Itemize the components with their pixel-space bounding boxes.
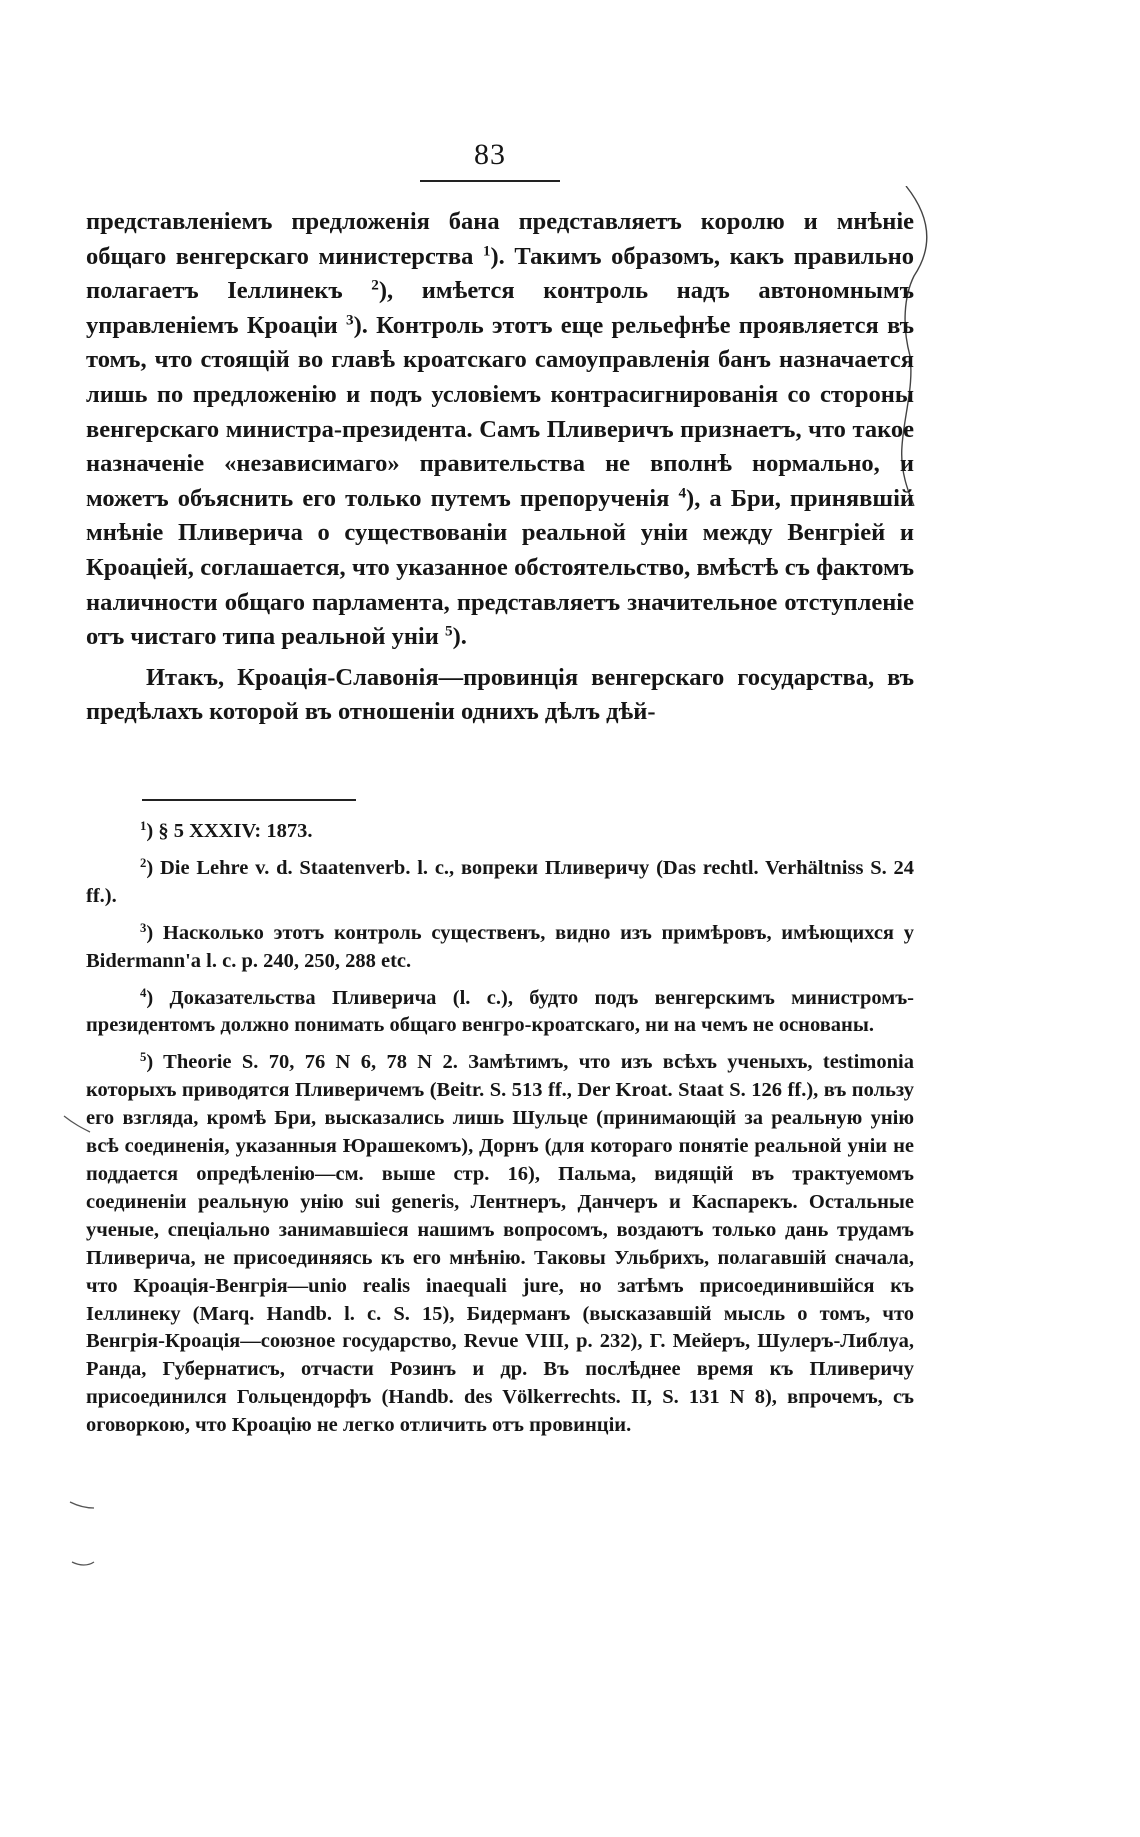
footnote-mark: 3 [140,920,147,935]
footnote-ref: 4 [678,484,687,502]
text-run: ). Такимъ образомъ, какъ правильно полагаетъ Іеллинекъ [86,242,914,305]
footnote-ref: 5 [444,622,453,640]
footnote-mark: 4 [140,985,147,1000]
text-run: Итакъ, Кроація-Славонія—провинція венгерскаго государства, въ предѣлахъ которой въ отношеніи однихъ дѣлъ дѣй- [86,663,914,726]
footnote-ref: 1 [482,242,491,260]
main-text [86,205,914,730]
footnote-2: $^2$) Die Lehre v. d. Staatenverb. l. c., вопреки Пливеричу (Das rechtl. Verhältniss S. 24 ff.). [86,855,914,907]
footnote-1: $^1$) § 5 XXXIV: 1873. [140,819,313,842]
text-run: ). Контроль этотъ еще рельефнѣе проявляется въ томъ, что стоящій во главѣ кроатскаго самоуправленія банъ назначается лишь по предложенію и подъ условіемъ контрасигнированія со стороны венгерскаго министра-президента. Самъ Пливеричъ признаетъ, что такое назначеніе «независимаго» правительства не вполнѣ нормально, и можетъ объяснить его только путемъ препорученія [86,311,914,512]
footnote-mark: 1 [140,819,147,834]
footnote-separator [142,799,356,801]
footnote-mark: 2 [140,855,147,870]
page-number-rule [420,180,560,182]
page-number: 83 [474,138,506,171]
footnote-text: § 5 XXXIV: 1873. [158,820,313,842]
footnote-3: $^3$) Насколько этотъ контроль существенъ, видно изъ примѣровъ, имѣющихся у Bidermann'a l. c. p. 240, 250, 288 etc. [86,920,914,972]
body-paragraph [86,205,914,655]
footnote-5: $^5$) Theorie S. 70, 76 N 6, 78 N 2. Замѣтимъ, что изъ всѣхъ ученыхъ, testimonia которыхъ приводятся Пливеричемъ (Beitr. S. 513 ff., Der Kroat. Staat S. 126 ff.), въ пользу его взгляда, кромѣ Бри, высказались лишь Шульце (принимающій за реальную унію всѣ соединенія, указанныя Юрашекомъ), Дорнъ (для котораго понятіе реальной уніи не поддается опредѣленію—см. выше стр. 16), Пальма, видящій въ трактуемомъ соединеніи реальную унію sui generis, Лентнеръ, Данчеръ и Каспарекъ. Остальные ученые, спеціально занимавшіеся нашимъ вопросомъ, воздаютъ только дань трудамъ Пливерича, не присоединяясь къ его мнѣнію. Таковы Ульбрихъ, полагавшій сначала, что Кроація-Венгрія—unio realis inaequali jure, но затѣмъ присоединившійся къ Іеллинеку (Marq. Handb. l. c. S. 15), Бидерманъ (высказавшій мысль о томъ, что Венгрія-Кроація—союзное государство, Revue VIII, p. 232), Г. Мейеръ, Шулеръ-Либлуа, Ранда, Губернатисъ, отчасти Розинъ и др. Въ послѣднее время къ Пливеричу присоединился Гольцендорфъ (Handb. des Völkerrechts. II, S. 131 N 8), впрочемъ, съ оговоркою, что Кроацію не легко отличить отъ провинціи. [86,1050,914,1437]
footnote-text: Die Lehre v. d. Staatenverb. l. c., вопреки Пливеричу (Das rechtl. Verhältniss S. 24 ff.). [86,856,914,907]
footnote-mark: 5 [140,1050,147,1065]
text-run: представленіемъ предложенія бана представляетъ королю и мнѣніе общаго венгерскаго министерства [86,208,914,270]
text-run: ), а Бри, принявшій мнѣніе Пливерича о существованіи реальной уніи между Венгріей и Кроаціей, соглашается, что указанное обстоятельство, вмѣстѣ съ фактомъ наличности общаго парламента, представляетъ значительное отступленіе отъ чистаго типа реальной уніи [86,484,914,651]
text-run: ). [452,623,467,651]
footnote-text: Доказательства Пливерича (l. c.), будто подъ венгерскимъ министромъ-президентомъ должно понимать общаго венгро-кроатскаго, ни на чемъ не основаны. [86,986,914,1037]
footnote-ref: 3 [346,311,354,329]
body-paragraph [86,661,914,730]
footnote-text: Theorie S. 70, 76 N 6, 78 N 2. Замѣтимъ, что изъ всѣхъ ученыхъ, testimonia которыхъ приводятся Пливеричемъ (Beitr. S. 513 ff., Der Kroat. Staat S. 126 ff.), въ пользу его взгляда, кромѣ Бри, высказались лишь Шульце (принимающій за реальную унію всѣ соединенія, указанныя Юрашекомъ), Дорнъ (для котораго понятіе реальной уніи не поддается опредѣленію—см. выше стр. 16), Пальма, видящій въ трактуемомъ соединеніи реальную унію sui generis, Лентнеръ, Данчеръ и Каспарекъ. Остальные ученые, спеціально занимавшіеся нашимъ вопросомъ, воздаютъ только дань трудамъ Пливерича, не присоединяясь къ его мнѣнію. Таковы Ульбрихъ, полагавшій сначала, что Кроація-Венгрія—unio realis inaequali jure, но затѣмъ присоединившійся къ Іеллинеку (Marq. Handb. l. c. S. 15), Бидерманъ (высказавшій мысль о томъ, что Венгрія-Кроація—союзное государство, Revue VIII, p. 232), Г. Мейеръ, Шулеръ-Либлуа, Ранда, Губернатисъ, отчасти Розинъ и др. Въ послѣднее время къ Пливеричу присоединился Гольцендорфъ (Handb. des Völkerrechts. II, S. 131 N 8), впрочемъ, съ оговоркою, что Кроацію не легко отличить отъ провинціи. [86,1051,914,1437]
footnote-ref: 2 [371,276,379,294]
footnote-4: $^4$) Доказательства Пливерича (l. c.), будто подъ венгерскимъ министромъ-президентомъ должно понимать общаго венгро-кроатскаго, ни на чемъ не основаны. [86,985,914,1037]
footnote-text: Насколько этотъ контроль существенъ, видно изъ примѣровъ, имѣющихся у Bidermann'a l. c. p. 240, 250, 288 etc. [86,921,914,972]
footnotes [86,818,914,1449]
text-run: ), имѣется контроль надъ автономнымъ управленіемъ Кроаціи [86,277,914,339]
